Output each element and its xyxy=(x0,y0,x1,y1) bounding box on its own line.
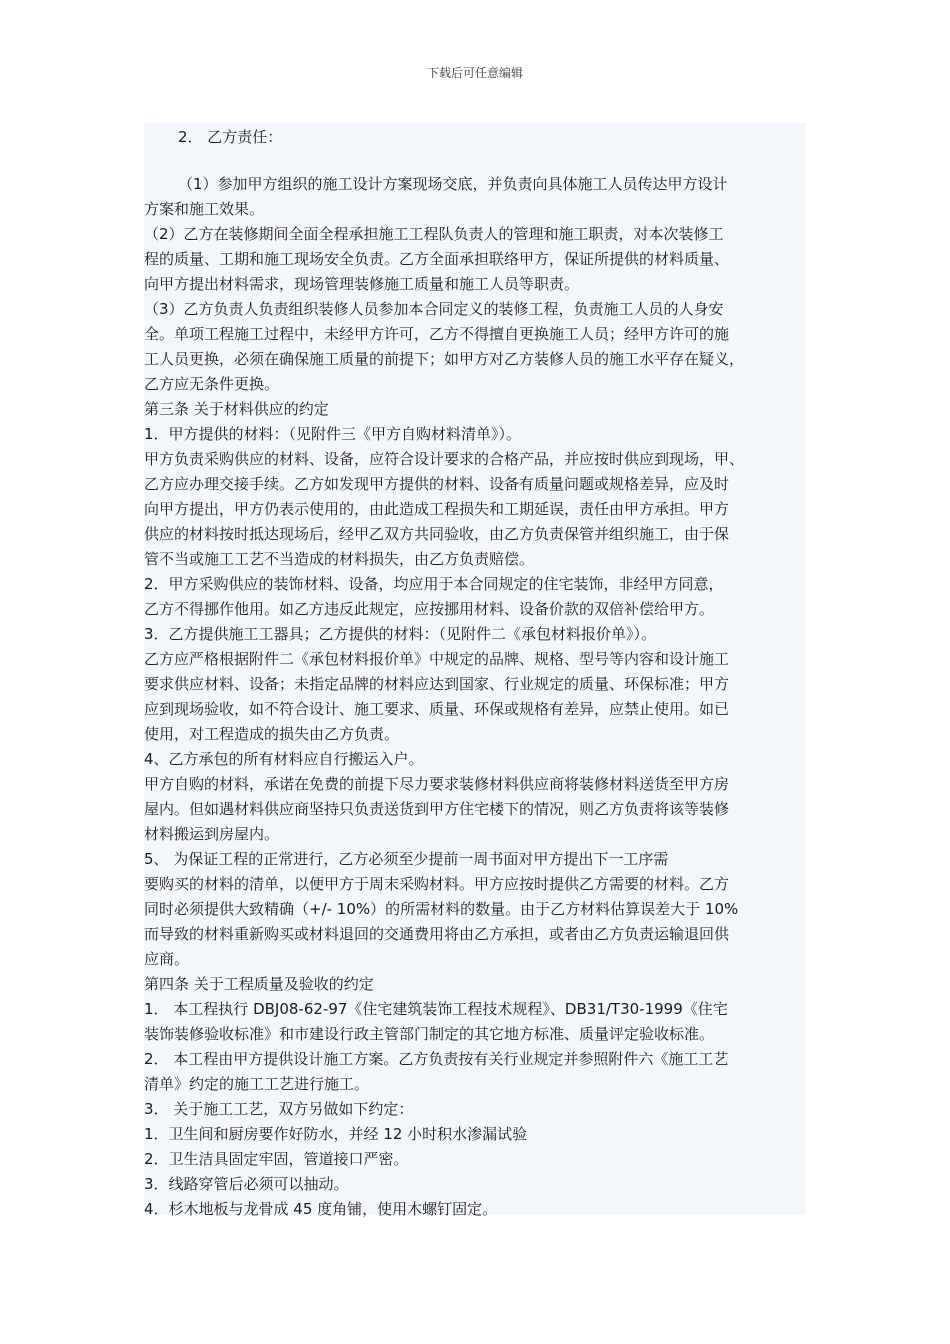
text-line: 方案和施工效果。 xyxy=(144,200,265,218)
text-line: 应到现场验收，如不符合设计、施工要求、质量、环保或规格有差异，应禁止使用。如已 xyxy=(144,700,730,718)
text-line: 清单》约定的施工工艺进行施工。 xyxy=(144,1075,370,1093)
text-line: 2．卫生洁具固定牢固，管道接口严密。 xyxy=(144,1150,409,1168)
text-line: （3）乙方负责人负责组织装修人员参加本合同定义的装修工程，负责施工人员的人身安 xyxy=(144,300,724,318)
text-line: 乙方应严格根据附件二《承包材料报价单》中规定的品牌、规格、型号等内容和设计施工 xyxy=(144,650,730,668)
text-line: 向甲方提出材料需求，现场管理装修施工质量和施工人员等职责。 xyxy=(144,275,580,293)
text-line: 第四条 关于工程质量及验收的约定 xyxy=(144,975,374,993)
text-line: 甲方自购的材料，承诺在免费的前提下尽力要求装修材料供应商将装修材料送货至甲方房 xyxy=(144,775,730,793)
page-header-note: 下载后可任意编辑 xyxy=(426,66,523,80)
text-line: （2）乙方在装修期间全面全程承担施工工程队负责人的管理和施工职责，对本次装修工 xyxy=(144,225,724,243)
text-line: 2． 本工程由甲方提供设计施工方案。乙方负责按有关行业规定并参照附件六《施工工艺 xyxy=(144,1050,729,1068)
text-line: 乙方应无条件更换。 xyxy=(144,375,280,393)
text-line: （1）参加甲方组织的施工设计方案现场交底，并负责向具体施工人员传达甲方设计 xyxy=(178,175,728,193)
text-line: 1． 本工程执行 DBJ08-62-97《住宅建筑装饰工程技术规程》、DB31/T30-1999《住宅 xyxy=(144,1000,728,1018)
text-line: 材料搬运到房屋内。 xyxy=(144,825,280,843)
text-line: 2． 乙方责任： xyxy=(178,128,283,146)
text-line: 向甲方提出，甲方仍表示使用的，由此造成工程损失和工期延误，责任由甲方承担。甲方 xyxy=(144,500,730,518)
text-line: 1．甲方提供的材料：（见附件三《甲方自购材料清单》）。 xyxy=(144,425,522,443)
document-body xyxy=(144,123,806,1218)
text-line: 乙方应办理交接手续。乙方如发现甲方提供的材料、设备有质量问题或规格差异，应及时 xyxy=(144,475,730,493)
text-line: 全。单项工程施工过程中，未经甲方许可，乙方不得擅自更换施工人员；经甲方许可的施 xyxy=(144,325,730,343)
text-line: 应商。 xyxy=(144,950,190,968)
text-line: 而导致的材料重新购买或材料退回的交通费用将由乙方承担，或者由乙方负责运输退回供 xyxy=(144,925,730,943)
text-line: 管不当或施工工艺不当造成的材料损失，由乙方负责赔偿。 xyxy=(144,550,535,568)
text-line: 装饰装修验收标准》和市建设行政主管部门制定的其它地方标准、质量评定验收标准。 xyxy=(144,1025,715,1043)
text-line: 3．线路穿管后必须可以抽动。 xyxy=(144,1175,349,1193)
text-line: 4．杉木地板与龙骨成 45 度角铺，使用木螺钉固定。 xyxy=(144,1200,498,1218)
text-line: 3．乙方提供施工工器具；乙方提供的材料：（见附件二《承包材料报价单》）。 xyxy=(144,625,657,643)
text-line: 要购买的材料的清单，以便甲方于周末采购材料。甲方应按时提供乙方需要的材料。乙方 xyxy=(144,875,730,893)
text-line: 5、 为保证工程的正常进行，乙方必须至少提前一周书面对甲方提出下一工序需 xyxy=(144,850,669,868)
text-line: 4、乙方承包的所有材料应自行搬运入户。 xyxy=(144,750,424,768)
text-line: 使用，对工程造成的损失由乙方负责。 xyxy=(144,725,400,743)
text-line: 工人员更换，必须在确保施工质量的前提下；如甲方对乙方装修人员的施工水平存在疑义， xyxy=(144,350,745,368)
text-line: 要求供应材料、设备；未指定品牌的材料应达到国家、行业规定的质量、环保标准；甲方 xyxy=(144,675,730,693)
text-line: 甲方负责采购供应的材料、设备，应符合设计要求的合格产品，并应按时供应到现场，甲、 xyxy=(144,450,745,468)
text-line: 供应的材料按时抵达现场后，经甲乙双方共同验收，由乙方负责保管并组织施工，由于保 xyxy=(144,525,730,543)
text-line: 1．卫生间和厨房要作好防水，并经 12 小时积水渗漏试验 xyxy=(144,1125,528,1143)
text-line: 程的质量、工期和施工现场安全负责。乙方全面承担联络甲方，保证所提供的材料质量、 xyxy=(144,250,730,268)
text-line: 同时必须提供大致精确（+/- 10%）的所需材料的数量。由于乙方材料估算误差大于 10% xyxy=(144,900,739,918)
text-line: 乙方不得挪作他用。如乙方违反此规定，应按挪用材料、设备价款的双倍补偿给甲方。 xyxy=(144,600,715,618)
text-line: 2．甲方采购供应的装饰材料、设备，均应用于本合同规定的住宅装饰，非经甲方同意， xyxy=(144,575,724,593)
text-line: 3． 关于施工工艺，双方另做如下约定： xyxy=(144,1100,414,1118)
text-line: 屋内。但如遇材料供应商坚持只负责送货到甲方住宅楼下的情况，则乙方负责将该等装修 xyxy=(144,800,730,818)
text-line: 第三条 关于材料供应的约定 xyxy=(144,400,329,418)
